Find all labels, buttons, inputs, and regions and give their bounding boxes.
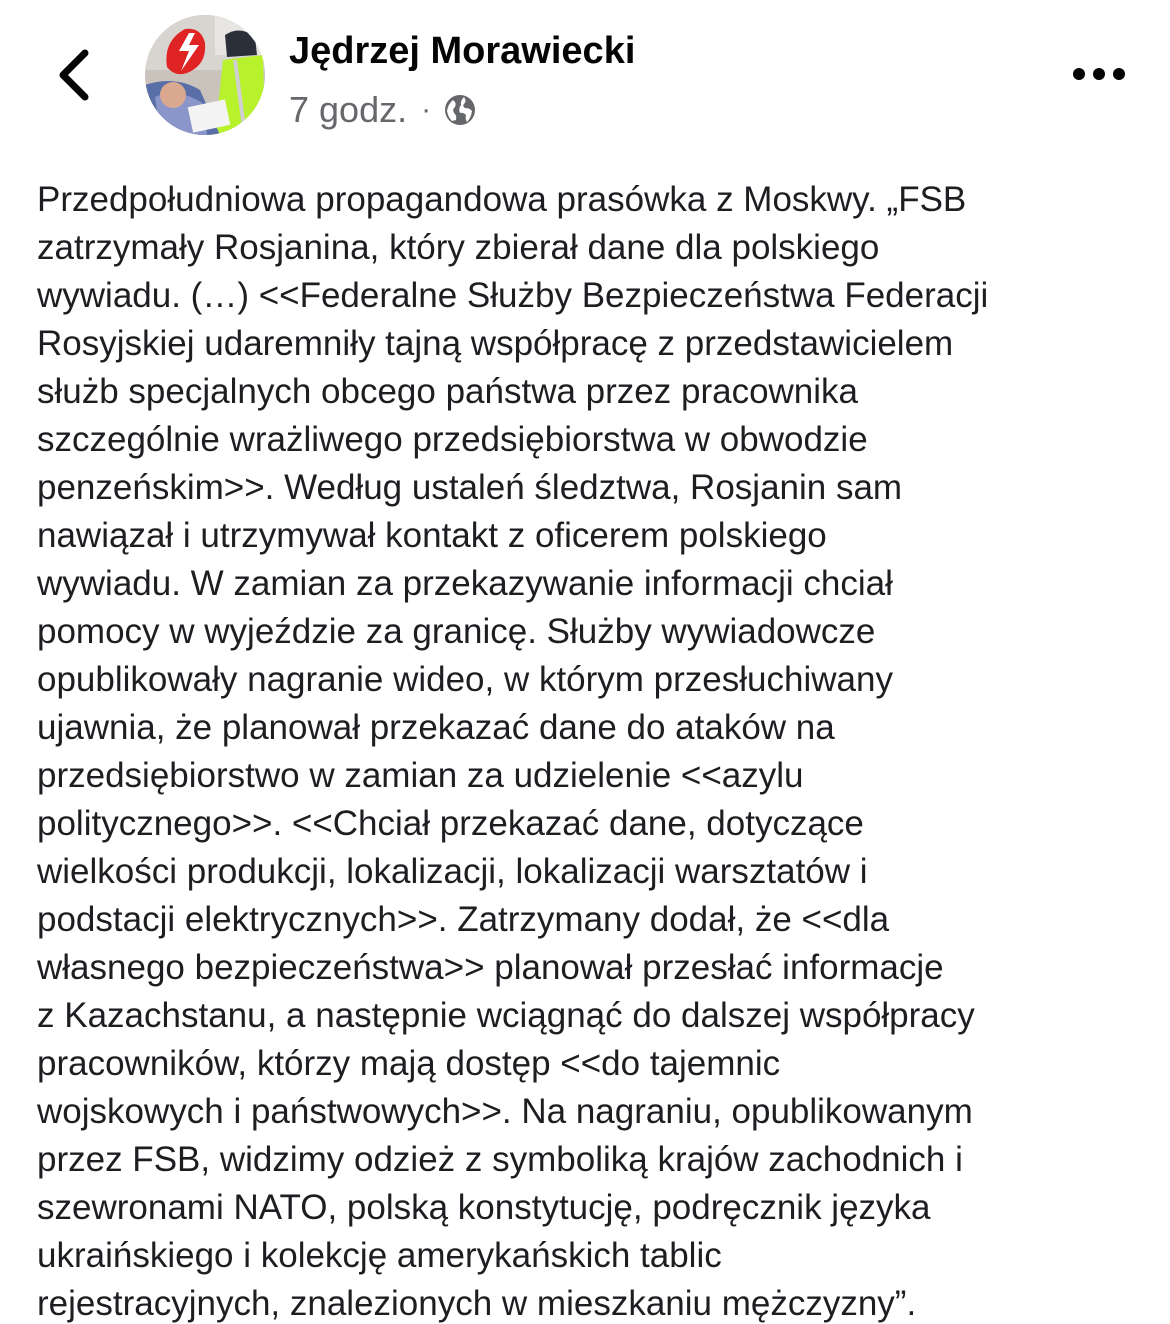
post-line: przedsiębiorstwo w zamian za udzielenie <<azylu	[37, 756, 804, 795]
post-header	[0, 0, 1170, 150]
post-line: Rosyjskiej udaremniły tajną współpracę z przedstawicielem	[37, 324, 954, 363]
post-line: Przedpołudniowa propagandowa prasówka z Moskwy. „FSB	[37, 180, 967, 219]
post-line: ukraińskiego i kolekcję amerykańskich tablic	[37, 1236, 722, 1275]
post-line: rejestracyjnych, znalezionych w mieszkaniu mężczyzny”.	[37, 1284, 917, 1323]
post-meta	[289, 88, 477, 132]
post-line: przez FSB, widzimy odzież z symboliką krajów zachodnich i	[37, 1140, 963, 1179]
author-name[interactable]: Jędrzej Morawiecki	[289, 30, 636, 72]
post-line: pomocy w wyjeździe za granicę. Służby wywiadowcze	[37, 612, 876, 651]
more-options-button[interactable]	[1064, 52, 1134, 96]
post-line: wywiadu. W zamian za przekazywanie informacji chciał	[37, 564, 893, 603]
post-line: podstacji elektrycznych>>. Zatrzymany dodał, że <<dla	[37, 900, 890, 939]
post-line: ujawnia, że planował przekazać dane do ataków na	[37, 708, 835, 747]
post-line: politycznego>>. <<Chciał przekazać dane, dotyczące	[37, 804, 864, 843]
more-horizontal-icon	[1071, 66, 1127, 82]
post-text	[37, 176, 1137, 1324]
post-line: wywiadu. (…) <<Federalne Służby Bezpieczeństwa Federacji	[37, 276, 989, 315]
post-line: własnego bezpieczeństwa>> planował przesłać informacje	[37, 948, 944, 987]
avatar[interactable]	[145, 15, 265, 135]
post-line: nawiązał i utrzymywał kontakt z oficerem polskiego	[37, 516, 827, 555]
post-line: szewronami NATO, polską konstytucję, podręcznik języka	[37, 1188, 931, 1227]
post-line: penzeńskim>>. Według ustaleń śledztwa, Rosjanin sam	[37, 468, 903, 507]
chevron-left-icon	[54, 47, 94, 103]
post-time[interactable]: 7 godz.	[289, 89, 408, 130]
post-line: służb specjalnych obcego państwa przez pracownika	[37, 372, 859, 411]
back-button[interactable]	[44, 40, 104, 110]
post-line: wojskowych i państwowych>>. Na nagraniu, opublikowanym	[37, 1092, 973, 1131]
post-line: szczególnie wrażliwego przedsiębiorstwa w obwodzie	[37, 420, 868, 459]
globe-icon[interactable]	[443, 93, 477, 127]
post-line: zatrzymały Rosjanina, który zbierał dane dla polskiego	[37, 228, 880, 267]
post-line: pracowników, którzy mają dostęp <<do tajemnic	[37, 1044, 781, 1083]
post-line: z Kazachstanu, a następnie wciągnąć do dalszej współpracy	[37, 996, 975, 1035]
post-line: opublikowały nagranie wideo, w którym przesłuchiwany	[37, 660, 893, 699]
avatar-photo	[145, 15, 265, 135]
meta-separator: ·	[421, 93, 432, 126]
post-line: wielkości produkcji, lokalizacji, lokalizacji warsztatów i	[37, 852, 868, 891]
